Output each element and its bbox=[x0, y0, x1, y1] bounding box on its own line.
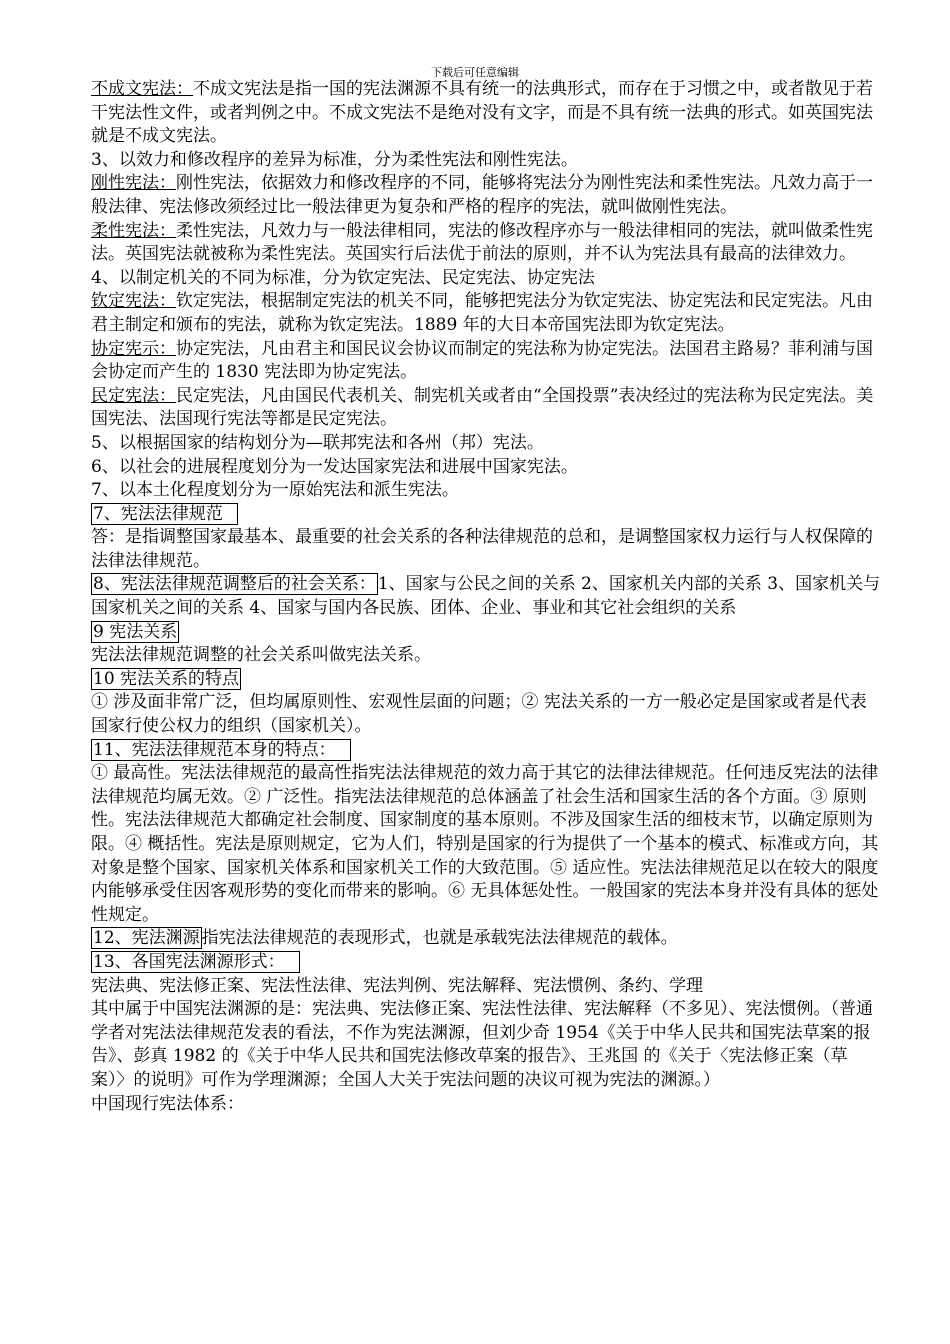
paragraph bbox=[91, 951, 881, 975]
term-label: 刚性宪法： bbox=[91, 173, 176, 194]
paragraph bbox=[91, 1093, 881, 1117]
paragraph-text: 5、以根据国家的结构划分为—联邦宪法和各州（邦）宪法。 bbox=[91, 432, 544, 453]
paragraph-text: 中国现行宪法体系： bbox=[91, 1093, 244, 1114]
paragraph-text: 民定宪法，凡由国民代表机关、制宪机关或者由“全国投票”表决经过的宪法称为民定宪法。美国宪法、法国现行宪法等都是民定宪法。 bbox=[91, 385, 874, 430]
paragraph-text: 1、国家与公民之间的关系 2、国家机关内部的关系 3、国家机关与国家机关之间的关系 4、国家与国内各民族、团体、企业、事业和其它社会组织的关系 bbox=[91, 574, 881, 619]
paragraph bbox=[91, 290, 881, 337]
section-heading: 8、宪法法律规范调整后的社会关系： bbox=[93, 574, 376, 595]
paragraph bbox=[91, 526, 881, 573]
paragraph-text: 答：是指调整国家最基本、最重要的社会关系的各种法律规范的总和，是调整国家权力运行与人权保障的法律法律规范。 bbox=[91, 527, 873, 571]
paragraph bbox=[91, 621, 881, 645]
paragraph-text: 柔性宪法，凡效力与一般法律相同，宪法的修改程序亦与一般法律相同的宪法，就叫做柔性宪法。英国宪法就被称为柔性宪法。英国实行后法优于前法的原则，并不认为宪法具有最高的法律效力。 bbox=[91, 220, 873, 265]
paragraph-text: 3、以效力和修改程序的差异为标准，分为柔性宪法和刚性宪法。 bbox=[91, 149, 578, 170]
paragraph-text: 6、以社会的进展程度划分为一发达国家宪法和进展中国家宪法。 bbox=[91, 456, 578, 477]
paragraph-text: 协定宪法，凡由君主和国民议会协议而制定的宪法称为协定宪法。法国君主路易？菲利浦与国会协定而产生的 1830 宪法即为协定宪法。 bbox=[91, 338, 873, 383]
paragraph-text: 不成文宪法是指一国的宪法渊源不具有统一的法典形式，而存在于习惯之中，或者散见于若干宪法性文件，或者判例之中。不成文宪法不是绝对没有文字，而是不具有统一法典的形式。如英国宪法就是不成文宪法。 bbox=[91, 79, 873, 147]
paragraph-text: 7、以本土化程度划分为一原始宪法和派生宪法。 bbox=[91, 480, 459, 501]
section-heading: 9 宪法关系 bbox=[93, 621, 178, 642]
paragraph bbox=[91, 573, 881, 620]
section-heading: 7、宪法法律规范 bbox=[91, 503, 238, 525]
term-label: 民定宪法： bbox=[91, 385, 176, 406]
paragraph bbox=[91, 479, 881, 503]
paragraph bbox=[91, 975, 881, 999]
paragraph-text: ① 最高性。宪法法律规范的最高性指宪法法律规范的效力高于其它的法律法律规范。任何违反宪法的法律法律规范均属无效。② 广泛性。指宪法法律规范的总体涵盖了社会生活和国家生活的各个方面。③ 原则性。宪法法律规范大都确定社会制度、国家制度的基本原则。不涉及国家生活的细枝末节，以确定原则为限。④ 概括性。宪法是原则规定，它为人们，特别是国家的行为提供了一个基本的模式、标准或方向，其对象是整个国家、国家机关体系和国家机关工作的大致范围。⑤ 适应性。宪法法律规范足以在较大的限度内能够承受住因客观形势的变化而带来的影响。⑥ 无具体惩处性。一般国家的宪法本身并没有具体的惩处性规定。 bbox=[91, 763, 879, 925]
paragraph bbox=[91, 668, 881, 692]
paragraph bbox=[91, 432, 881, 456]
paragraph bbox=[91, 385, 881, 432]
paragraph-text: 宪法法律规范调整的社会关系叫做宪法关系。 bbox=[91, 645, 431, 666]
term-label: 不成文宪法： bbox=[91, 79, 193, 99]
paragraph-text: 宪法典、宪法修正案、宪法性法律、宪法判例、宪法解释、宪法惯例、条约、学理 bbox=[91, 975, 703, 996]
paragraph bbox=[91, 78, 881, 149]
paragraph-text: ① 涉及面非常广泛，但均属原则性、宏观性层面的问题；② 宪法关系的一方一般必定是国家或者是代表国家行使公权力的组织（国家机关）。 bbox=[91, 692, 867, 737]
paragraph bbox=[91, 927, 881, 951]
paragraph bbox=[91, 644, 881, 668]
paragraph bbox=[91, 149, 881, 173]
paragraph bbox=[91, 456, 881, 480]
paragraph bbox=[91, 739, 881, 763]
paragraph-text: 其中属于中国宪法渊源的是：宪法典、宪法修正案、宪法性法律、宪法解释（不多见）、宪法惯例。（普通学者对宪法法律规范发表的看法，不作为宪法渊源，但刘少奇 1954《关于中华人民共和国宪法草案的报告》、彭真 1982 的《关于中华人民共和国宪法修改草案的报告》、王兆国 的《关于〈宪法修正案（草案）〉的说明》可作为学理渊源；全国人大关于宪法问题的决议可视为宪法的渊源。） bbox=[91, 999, 873, 1090]
paragraph bbox=[91, 220, 881, 267]
term-label: 钦定宪法： bbox=[91, 291, 176, 312]
paragraph bbox=[91, 172, 881, 219]
paragraph bbox=[91, 267, 881, 291]
section-heading: 11、宪法法律规范本身的特点： bbox=[91, 739, 351, 761]
header-note: 下载后可任意编辑 bbox=[431, 66, 519, 79]
section-heading: 12、宪法渊源 bbox=[93, 928, 200, 949]
document-body bbox=[91, 78, 881, 1116]
paragraph bbox=[91, 762, 881, 927]
term-label: 柔性宪法： bbox=[91, 220, 176, 241]
paragraph bbox=[91, 338, 881, 385]
section-heading: 10 宪法关系的特点 bbox=[93, 668, 240, 689]
paragraph bbox=[91, 691, 881, 738]
term-label: 协定宪示： bbox=[91, 338, 176, 359]
paragraph-text: 刚性宪法，依据效力和修改程序的不同，能够将宪法分为刚性宪法和柔性宪法。凡效力高于一般法律、宪法修改须经过比一般法律更为复杂和严格的程序的宪法，就叫做刚性宪法。 bbox=[91, 173, 873, 217]
paragraph-text: 4、以制定机关的不同为标准，分为钦定宪法、民定宪法、协定宪法 bbox=[91, 267, 595, 288]
paragraph bbox=[91, 503, 881, 527]
paragraph-text: 指宪法法律规范的表现形式，也就是承载宪法法律规范的载体。 bbox=[201, 928, 678, 949]
paragraph-text: 钦定宪法，根据制定宪法的机关不同，能够把宪法分为钦定宪法、协定宪法和民定宪法。凡由君主制定和颁布的宪法，就称为钦定宪法。1889 年的大日本帝国宪法即为钦定宪法。 bbox=[91, 291, 873, 335]
paragraph bbox=[91, 998, 881, 1092]
section-heading: 13、各国宪法渊源形式： bbox=[91, 951, 300, 973]
